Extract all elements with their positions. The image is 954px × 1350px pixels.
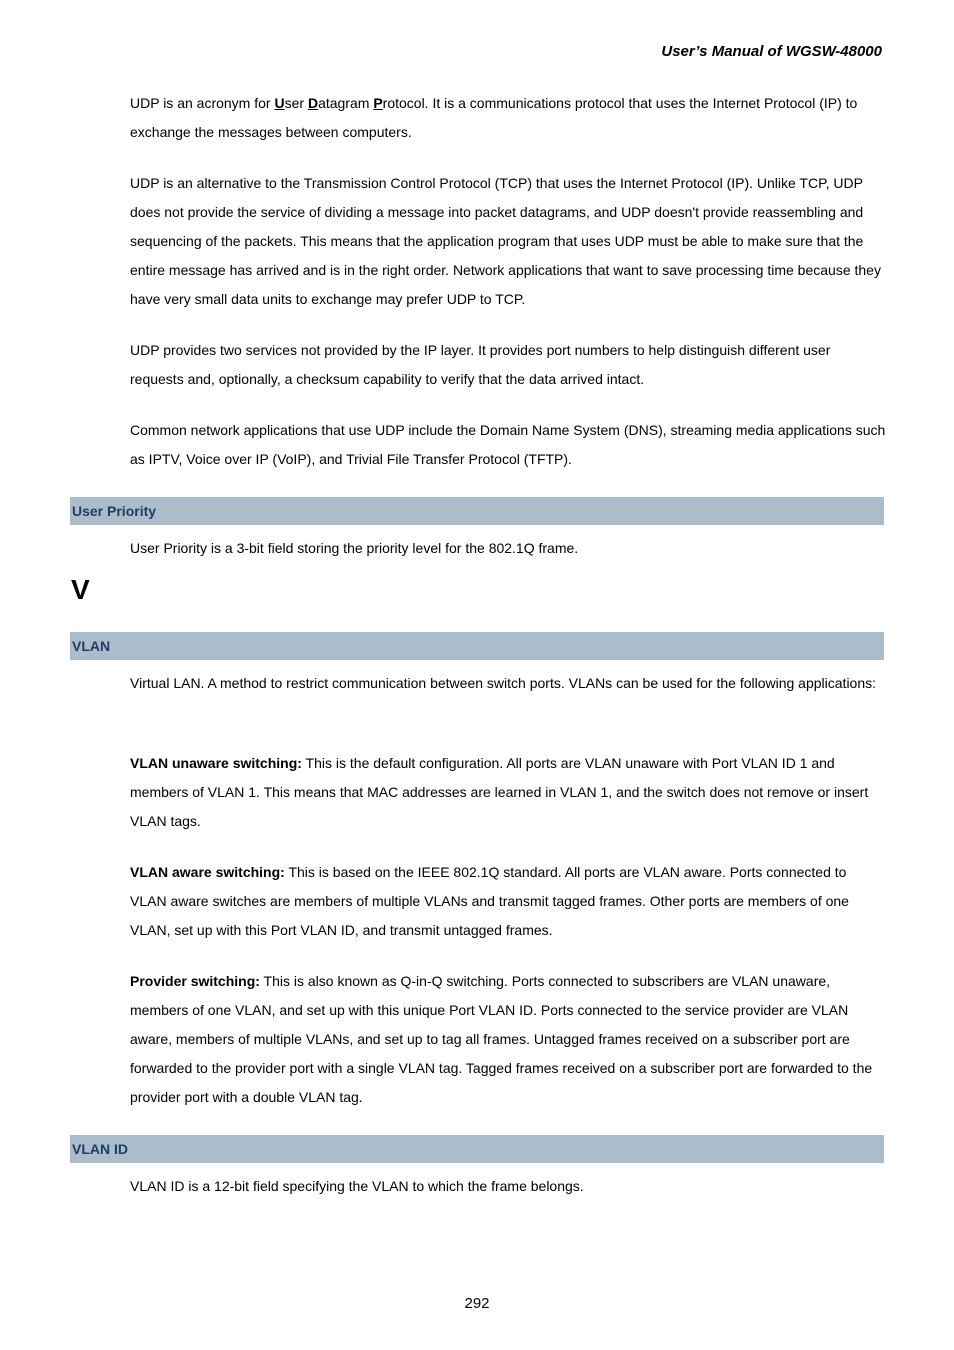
vlan-id-paragraph: VLAN ID is a 12-bit field specifying the VLAN to which the frame belongs. [130,1178,584,1194]
term-description: This is based on the IEEE 802.1Q standard. All ports are VLAN aware. Ports connected to VLAN aware switches are members of multiple VLANs and transmit tagged frames. Other ports are members of one VLAN, set up with this Port VLAN ID, and transmit untagged frames. [130,864,849,938]
section-bar-vlan [70,632,884,660]
term-label: VLAN unaware switching: [130,755,302,771]
acronym-letter-d: D [307,95,319,111]
udp-alternative-paragraph: UDP is an alternative to the Transmission Control Protocol (TCP) that uses the Internet Protocol (IP). Unlike TCP, UDP does not provide the service of dividing a message into packet datagrams, and UDP doesn't provide reassembling and sequencing of the packets. This means that the application program that uses UDP must be able to make sure that the entire message has arrived and is in the right order. Network applications that want to save processing time because they have very small data units to exchange may prefer UDP to TCP. [130,175,881,307]
udp-definition-paragraph [130,89,886,147]
section-bar-vlan-id [70,1135,884,1163]
vlan-intro-paragraph: Virtual LAN. A method to restrict communication between switch ports. VLANs can be used for the following applications: [130,675,877,691]
glossary-letter-heading: V [71,574,90,605]
term-description: This is the default configuration. All ports are VLAN unaware with Port VLAN ID 1 and members of VLAN 1. This means that MAC addresses are learned in VLAN 1, and the switch does not remove or insert VLAN tags. [130,755,869,829]
udp-services-paragraph: UDP provides two services not provided by the IP layer. It provides port numbers to help distinguish different user requests and, optionally, a checksum capability to verify that the data arrived intact. [130,342,831,387]
text-run: ser [284,95,308,111]
text-run: UDP is an acronym for [130,95,275,111]
section-heading: User Priority [72,503,157,519]
term-description: This is also known as Q-in-Q switching. Ports connected to subscribers are VLAN unaware, members of one VLAN, and set up with this unique Port VLAN ID. Ports connected to the service provider are VLAN aware, members of multiple VLANs, and set up to tag all frames. Untagged frames received on a subscriber port are forwarded to the provider port with a single VLAN tag. Tagged frames received on a subscriber port are forwarded to the provider port with a double VLAN tag. [130,973,873,1105]
provider-switching-paragraph [130,967,886,1112]
term-label: VLAN aware switching: [130,864,285,880]
page-header-title: User’s Manual of WGSW-48000 [661,43,882,60]
term-label: Provider switching: [130,973,260,989]
text-run: atagram [318,95,374,111]
vlan-unaware-paragraph [130,749,886,836]
user-priority-paragraph: User Priority is a 3-bit field storing the priority level for the 802.1Q frame. [130,540,579,556]
vlan-aware-paragraph [130,858,886,945]
section-heading: VLAN ID [72,1141,128,1157]
text-run: rotocol. It is a communications protocol that uses the Internet Protocol (IP) to exchange the messages between computers. [130,95,858,140]
section-bar-user-priority [70,497,884,525]
acronym-letter-u: U [274,95,285,111]
section-heading: VLAN [72,638,111,654]
page-number: 292 [464,1295,490,1312]
udp-applications-paragraph: Common network applications that use UDP include the Domain Name System (DNS), streaming media applications such as IPTV, Voice over IP (VoIP), and Trivial File Transfer Protocol (TFTP). [130,422,886,467]
acronym-letter-p: P [373,95,383,111]
